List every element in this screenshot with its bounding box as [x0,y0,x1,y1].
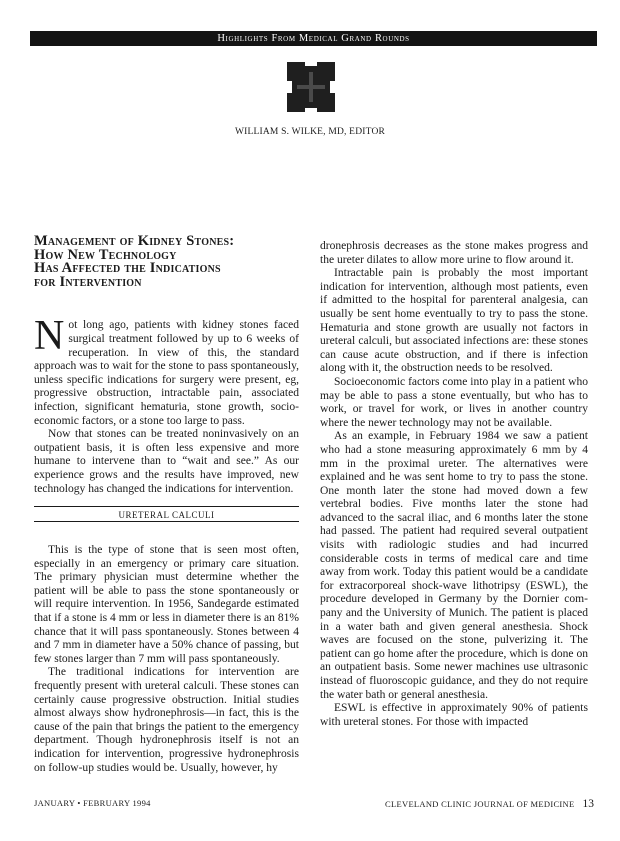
body-paragraph: Now that stones can be treated noninvasively on an outpatient basis, it is often less expensive and more humane to intervene than to “wait and see.” As our experience grows and the results have improved, new technology has changed the indications for intervention. [34,428,299,495]
right-column [320,240,588,729]
drop-cap: N [34,313,65,360]
body-paragraph: This is the type of stone that is seen most often, especially in an emergency or primary care situation. The primary physician must determine whether the patient will be able to pass the stone spontaneously or will require intervention. In 1956, Sandegarde estimated that if a stone is 4 mm or less in diameter there is an 81% chance that it will pass spontaneously. Stones between 4 and 7 mm in diameter have a 50% chance of passing, but few stones larger than 7 mm will pass spontaneously. [34,544,299,665]
body-paragraph: The traditional indications for intervention are frequently present with ureteral calculi. These stones can certainly cause progressive obstruction. Initial studies almost always show hydronephrosis—in fact, this is the cause of the pain that brings the patient to the emergency department. Though hydronephrosis itself is not an indication for intervention, progressive hydronephrosis on follow-up studies would be. Usually, however, hy [34,666,299,774]
body-paragraph: Intractable pain is probably the most important indication for intervention, although most patients, even if admitted to the hospital for parenteral analgesia, can usually be sent home eventually to try to pass the stone. Hematuria and stone growth are usually not factors in ureteral calculi, but associated infections are: these stones can cause acute obstruction, and if there is infection along with it, the obstruction needs to be resolved. [320,267,588,375]
body-paragraph: ESWL is effective in approximately 90% of patients with ureteral stones. For those with impacted [320,702,588,728]
left-column [34,235,299,775]
article-title: Management of Kidney Stones: How New Technology Has Affected the Indications for Intervention [34,233,235,290]
body-paragraph: As an example, in February 1984 we saw a patient who had a stone measuring approximately 6 mm by 4 mm in the proximal ureter. The alternatives were explained and he was sent home to try to pass the stone. One month later the stone had moved down a few vertebral bodies. Five months later the stone had advanced to the sacral iliac, and 6 months later the stone had passed. The patient had required several outpatient visits with radiologic studies and had incurred considerable costs in terms of medical care and time away from work. Today this patient would be a candidate for extracorporeal shock-wave lithotripsy (ESWL), the procedure developed in Germany by the Dornier company and the University of Munich. The patient is placed in a water bath and given general anesthesia. Shock waves are focused on the stone, pulverizing it. The patient can go home after the procedure, which is done on an outpatient basis. Some newer machines use ultrasonic instead of fluoroscopic guidance, and they do not require the water bath or general anesthesia. [320,430,588,701]
intro-paragraph: Not long ago, patients with kidney stones faced surgical treatment followed by up to 6 weeks of recuperation. In view of this, the standard approach was to wait for the stone to pass spontaneously, unless specific indications for surgery were present, eg, progressive obstruction, intractable pain, associated infection, significant hematuria, stone growth, socioeconomic factors, or a stone too large to pass. [34,313,299,427]
page-number: 13 [582,798,594,810]
journal-footer [385,798,594,810]
body-paragraph: dronephrosis decreases as the stone makes progress and the ureter dilates to allow more urine to flow around it. [320,240,588,266]
issue-date: JANUARY • FEBRUARY 1994 [34,798,151,808]
editor-credit: WILLIAM S. WILKE, MD, EDITOR [234,127,386,137]
body-paragraph: Socioeconomic factors come into play in a patient who may be able to pass a stone eventually, but who has to work, or travel for work, or lives in another country where the newer technology may not be available. [320,375,588,429]
journal-logo [287,62,335,112]
journal-name: CLEVELAND CLINIC JOURNAL OF MEDICINE [385,799,575,809]
section-banner: Highlights From Medical Grand Rounds [30,31,597,46]
section-heading: URETERAL CALCULI [34,506,299,522]
